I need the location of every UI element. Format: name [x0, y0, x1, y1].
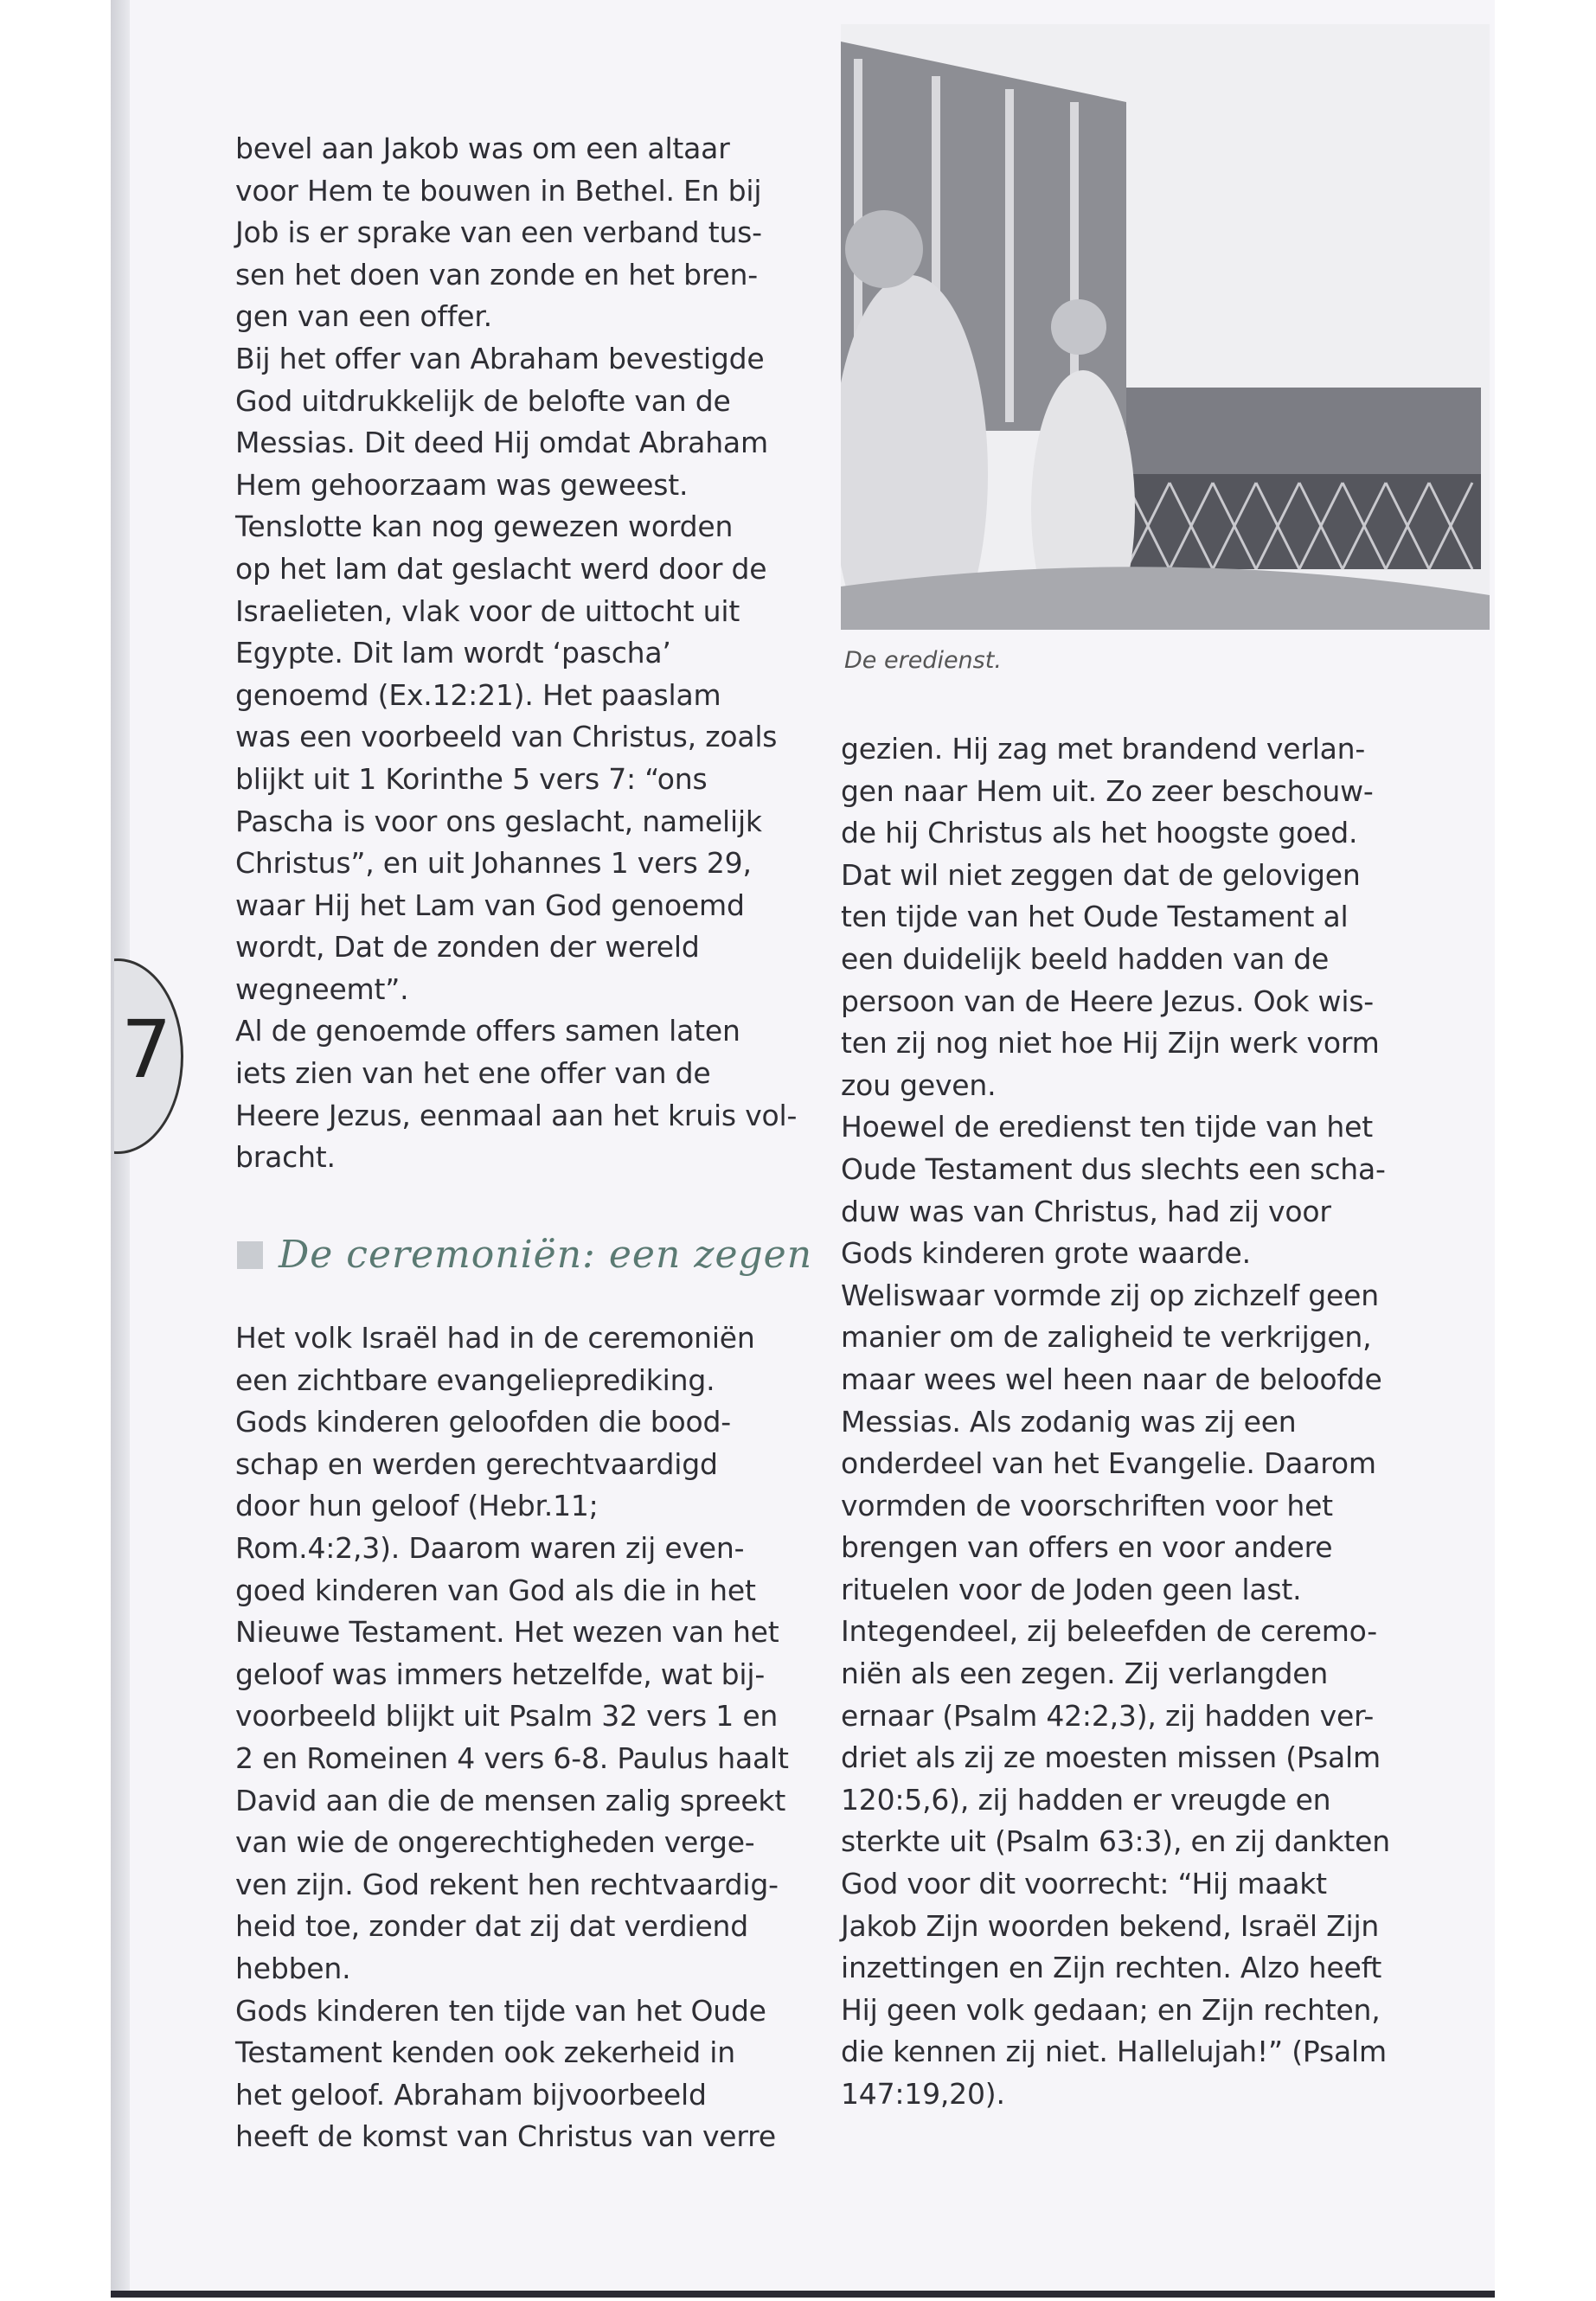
chapter-tab-number: 7	[121, 1003, 172, 1096]
text-line: Pascha is voor ons geslacht, namelijk	[235, 804, 762, 838]
text-line: Israelieten, vlak voor de uittocht uit	[235, 593, 740, 628]
text-line: wordt, Dat de zonden der wereld	[235, 930, 700, 965]
text-line: 2 en Romeinen 4 vers 6-8. Paulus haalt	[235, 1740, 789, 1775]
text-line: schap en werden gerechtvaardigd	[235, 1446, 718, 1481]
text-line: Messias. Als zodanig was zij een	[841, 1404, 1297, 1439]
page-bottom-edge	[111, 2291, 1495, 2298]
text-line: voor Hem te bouwen in Bethel. En bij	[235, 173, 762, 208]
text-line: goed kinderen van God als die in het	[235, 1573, 756, 1607]
text-line: Hem gehoorzaam was geweest.	[235, 467, 689, 502]
text-line: 120:5,6), zij hadden er vreugde en	[841, 1782, 1331, 1817]
text-line: bracht.	[235, 1140, 336, 1175]
text-line: Messias. Dit deed Hij omdat Abraham	[235, 426, 768, 460]
text-line: niën als een zegen. Zij verlangden	[841, 1657, 1329, 1691]
text-line: inzettingen en Zijn rechten. Alzo heeft	[841, 1951, 1382, 1985]
illustration-caption: De eredienst.	[844, 647, 1002, 674]
text-line: die kennen zij niet. Hallelujah!” (Psalm	[841, 2035, 1387, 2069]
text-line: Tenslotte kan nog gewezen worden	[235, 510, 734, 544]
text-line: Oude Testament dus slechts een scha-	[841, 1151, 1386, 1186]
text-line: 147:19,20).	[841, 2077, 1005, 2111]
text-line: ernaar (Psalm 42:2,3), zij hadden ver-	[841, 1698, 1375, 1733]
text-line: Hij geen volk gedaan; en Zijn rechten,	[841, 1992, 1381, 2027]
text-line: iets zien van het ene offer van de	[235, 1056, 711, 1091]
text-line: duw was van Christus, had zij voor	[841, 1194, 1331, 1228]
text-line: Gods kinderen grote waarde.	[841, 1236, 1251, 1271]
text-line: maar wees wel heen naar de beloofde	[841, 1362, 1382, 1396]
text-line: Testament kenden ook zekerheid in	[235, 2035, 735, 2070]
text-line: de hij Christus als het hoogste goed.	[841, 816, 1358, 850]
text-line: het geloof. Abraham bijvoorbeeld	[235, 2077, 707, 2112]
text-line: Nieuwe Testament. Het wezen van het	[235, 1615, 779, 1650]
text-line: ten tijde van het Oude Testament al	[841, 900, 1349, 934]
text-line: David aan die de mensen zalig spreekt	[235, 1783, 786, 1817]
text-line: onderdeel van het Evangelie. Daarom	[841, 1446, 1376, 1481]
text-line: Gods kinderen ten tijde van het Oude	[235, 1993, 766, 2028]
text-line: bevel aan Jakob was om een altaar	[235, 131, 730, 165]
text-line: hebben.	[235, 1951, 351, 1985]
text-line: Al de genoemde offers samen laten	[235, 1014, 740, 1048]
text-line: gezien. Hij zag met brandend verlan-	[841, 732, 1366, 766]
text-line: zou geven.	[841, 1067, 997, 1102]
text-line: sen het doen van zonde en het bren-	[235, 257, 758, 292]
section-heading-text: De ceremoniën: een zegen	[279, 1233, 813, 1277]
heading-square-marker	[237, 1241, 263, 1269]
text-line: van wie de ongerechtigheden verge-	[235, 1825, 755, 1860]
text-line: persoon van de Heere Jezus. Ook wis-	[841, 984, 1375, 1018]
text-line: manier om de zaligheid te verkrijgen,	[841, 1320, 1372, 1355]
text-line: Weliswaar vormde zij op zichzelf geen	[841, 1278, 1379, 1312]
text-line: heid toe, zonder dat zij dat verdiend	[235, 1909, 749, 1944]
text-line: Rom.4:2,3). Daarom waren zij even-	[235, 1530, 745, 1565]
text-line: God voor dit voorrecht: “Hij maakt	[841, 1867, 1327, 1901]
text-line: Bij het offer van Abraham bevestigde	[235, 341, 765, 375]
text-line: Het volk Israël had in de ceremoniën	[235, 1321, 755, 1355]
text-line: wegneemt”.	[235, 971, 409, 1006]
text-line: God uitdrukkelijk de belofte van de	[235, 383, 731, 418]
text-line: Jakob Zijn woorden bekend, Israël Zijn	[841, 1908, 1380, 1943]
left-column-bottom-text	[235, 1317, 789, 2158]
right-column-text	[841, 728, 1390, 2116]
text-line: Integendeel, zij beleefden de ceremo-	[841, 1614, 1377, 1649]
text-line: gen naar Hem uit. Zo zeer beschouw-	[841, 773, 1374, 808]
text-line: was een voorbeeld van Christus, zoals	[235, 720, 778, 754]
text-line: Hoewel de eredienst ten tijde van het	[841, 1110, 1373, 1144]
text-line: waar Hij het Lam van God genoemd	[235, 888, 745, 922]
text-line: Heere Jezus, eenmaal aan het kruis vol-	[235, 1098, 798, 1132]
text-line: op het lam dat geslacht werd door de	[235, 551, 767, 586]
text-line: Gods kinderen geloofden die bood-	[235, 1405, 731, 1439]
text-line: genoemd (Ex.12:21). Het paaslam	[235, 677, 721, 712]
text-line: brengen van offers en voor andere	[841, 1530, 1333, 1565]
text-line: Egypte. Dit lam wordt ‘pascha’	[235, 636, 671, 670]
text-line: door hun geloof (Hebr.11;	[235, 1489, 599, 1523]
illustration-temple-altar	[841, 24, 1490, 630]
text-line: voorbeeld blijkt uit Psalm 32 vers 1 en	[235, 1699, 779, 1734]
text-line: ten zij nog niet hoe Hij Zijn werk vorm	[841, 1026, 1380, 1061]
text-line: Christus”, en uit Johannes 1 vers 29,	[235, 846, 752, 881]
text-line: geloof was immers hetzelfde, wat bij-	[235, 1657, 766, 1691]
text-line: een duidelijk beeld hadden van de	[841, 941, 1330, 976]
text-line: vormden de voorschriften voor het	[841, 1488, 1333, 1522]
text-line: gen van een offer.	[235, 299, 492, 334]
text-line: ven zijn. God rekent hen rechtvaardig-	[235, 1867, 779, 1901]
text-line: sterkte uit (Psalm 63:3), en zij dankten	[841, 1824, 1390, 1859]
text-line: heeft de komst van Christus van verre	[235, 2119, 776, 2154]
text-line: Job is er sprake van een verband tus-	[235, 215, 762, 250]
section-heading	[237, 1233, 812, 1277]
text-line: rituelen voor de Joden geen last.	[841, 1572, 1302, 1606]
text-line: een zichtbare evangelieprediking.	[235, 1362, 715, 1397]
left-column-top-text	[235, 128, 797, 1179]
text-line: driet als zij ze moesten missen (Psalm	[841, 1740, 1381, 1775]
text-line: Dat wil niet zeggen dat de gelovigen	[841, 857, 1361, 892]
text-line: blijkt uit 1 Korinthe 5 vers 7: “ons	[235, 761, 708, 796]
